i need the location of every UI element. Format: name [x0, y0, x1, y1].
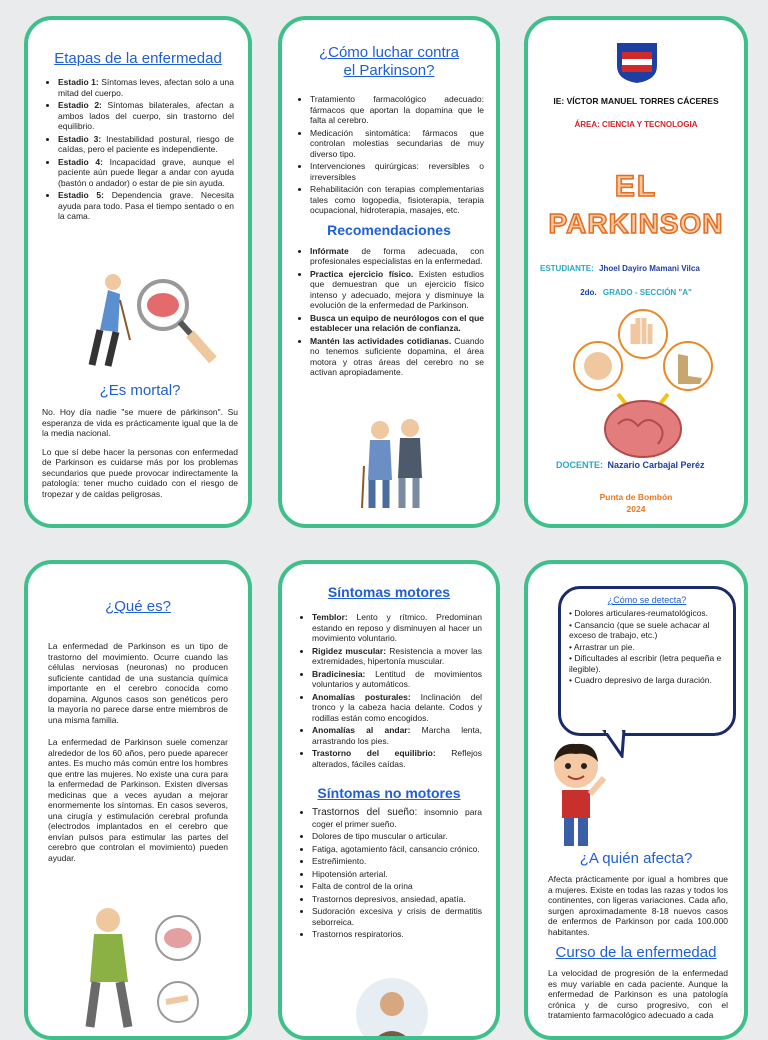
panel-como-luchar [278, 16, 500, 528]
stage-item-label: Estadio 2: [58, 100, 102, 110]
recomendacion-item [310, 313, 484, 334]
school-crest-icon [614, 40, 660, 84]
nonmotor-item: • Hipotensión arterial. [312, 869, 482, 880]
motor-symptom-item-label: Anomalías posturales: [312, 691, 411, 702]
detect-item: • Cuadro depresivo de larga duración. [569, 675, 712, 685]
sintomas-no-motores-list [296, 807, 482, 940]
elderly-couple-illustration [356, 416, 436, 512]
recomendaciones-list [294, 246, 484, 378]
sintomas-motores-title: Síntomas motores [327, 584, 451, 600]
teacher-name: Nazario Carbajal Peréz [607, 460, 705, 470]
course-text: La velocidad de progresión de la enfermedad es muy variable en cada paciente. Aunque la enfermedad de Parkinson es una patología crónica y de curso progresivo, con el tratamiento farmacológico adecuado a cada [548, 968, 728, 1020]
stage-item-text: Dependencia grave. Necesita ayuda para todo. Pasa el tiempo sentado o en la cama. [58, 190, 234, 221]
detect-list [569, 608, 725, 686]
course-title: Curso de la enfermedad [555, 944, 717, 961]
detect-item: • Arrastrar un pie. [569, 641, 635, 652]
motor-symptom-item-text: Lento y rítmico. Predominan estando en reposo y disminuyen al hacer un movimiento voluntario. [312, 612, 482, 643]
panel-que-es [24, 560, 252, 1040]
que-es-paragraph-1: La enfermedad de Parkinson es un tipo de trastorno del movimiento. Ocurre cuando las células nerviosas (neuronas) no producen suficiente cantidad de una sustancia química importante en el cerebro conocida como dopamina. Algunos casos son genéticos pero la mayoría no parece darse entre miembros de una misma familia. [48, 641, 228, 725]
brain-shape [605, 401, 681, 457]
etapas-title: Etapas de la enfermedad [54, 50, 222, 67]
motor-symptom-item [312, 725, 482, 746]
detect-item: • Dificultades al escribir (letra pequeña e ilegible). [569, 653, 722, 674]
motor-symptom-item [312, 612, 482, 644]
stage-item-text: Inestabilidad postural, riesgo de caídas, pero el paciente es independiente. [58, 133, 234, 154]
face-circle [574, 342, 622, 390]
stage-item [58, 100, 234, 132]
mortal-title: ¿Es mortal? [99, 382, 181, 399]
area-name: ÁREA: CIENCIA Y TECNOLOGIA [574, 120, 698, 129]
luchar-title: ¿Cómo luchar contra el Parkinson? [318, 44, 460, 79]
panel-portada [524, 16, 748, 528]
old-man-brain-illustration [78, 270, 218, 380]
sintomas-no-motores-title: Síntomas no motores [317, 785, 461, 801]
recomendacion-item-label: Busca un equipo de neurólogos con el que establecer una relación de confianza. [310, 312, 484, 333]
recomendacion-item [310, 269, 484, 311]
luchar-item: • Medicación sintomática: fármacos que controlan molestias secundarias de muy diverso tipo. [310, 128, 484, 160]
recomendacion-item-text: Existen estudios que demuestran que un ejercicio físico intenso y adecuado, mejora y disminuye la evolución de la enfermedad de Parkinson. [310, 268, 484, 310]
stage-item [58, 157, 234, 189]
nonmotor-item: • Dolores de tipo muscular o articular. [312, 831, 482, 842]
stages-list [42, 77, 234, 222]
place: Punta de Bombón [599, 492, 673, 502]
motor-symptom-item-label: Rigidez muscular: [312, 645, 387, 656]
stage-item-label: Estadio 1: [58, 77, 99, 87]
sintomas-motores-list [296, 612, 482, 769]
recomendacion-item-label: Practica ejercicio físico. [310, 268, 414, 279]
student-label: ESTUDIANTE: [540, 264, 594, 273]
recomendacion-item [310, 246, 484, 267]
motor-symptom-item-label: Anomalías al andar: [312, 725, 411, 735]
old-man-portrait-illustration [352, 974, 432, 1040]
nonmotor-item [312, 807, 482, 829]
que-es-title: ¿Qué es? [105, 598, 171, 615]
motor-symptom-item-text: Marcha lenta, arrastrando los pies. [312, 725, 482, 746]
nonmotor-item: • Trastornos respiratorios. [312, 929, 482, 940]
detect-speech-bubble [558, 586, 736, 736]
mortal-paragraph-2: Lo que sí debe hacer la personas con enfermedad de Parkinson es cuidarse más por los problemas secundarios que puede provocar indirectamente la patología: tener mucho cuidado con el riesgo de tropezar y de caídas peligrosas. [42, 446, 238, 499]
stage-item-text: Síntomas bilaterales, afectan a ambos lados del cuerpo, sin trastorno del equilibrio. [58, 100, 234, 131]
motor-symptom-item [312, 669, 482, 690]
luchar-item: • Rehabilitación con terapias complementarias tales como logopedia, fisioterapia, terapia ocupacional, hidroterapia, masajes, etc. [310, 184, 484, 216]
stage-item-label: Estadio 4: [58, 156, 103, 167]
recomendacion-item-text: Cuando no tenemos suficiente dopamina, el área motora y otras áreas del cerebro no se activan apropiadamente. [310, 335, 484, 377]
school-name: IE: VÍCTOR MANUEL TORRES CÁCERES [553, 96, 719, 106]
teacher-line [556, 460, 705, 470]
affect-title: ¿A quién afecta? [579, 850, 693, 867]
stage-item [58, 134, 234, 155]
recomendacion-item-label: Infórmate [310, 245, 349, 256]
recomendacion-item [310, 336, 484, 378]
old-man-figure [92, 274, 130, 366]
stage-item [58, 77, 234, 98]
old-man-tremor-illustration [68, 902, 216, 1032]
cover-title-el: EL [614, 170, 658, 203]
stage-item-text: Síntomas leves, afectan solo a una mitad del cuerpo. [58, 77, 235, 98]
stage-item [58, 190, 234, 222]
motor-symptom-item [312, 646, 482, 667]
motor-symptom-item [312, 748, 482, 769]
que-es-paragraph-2: La enfermedad de Parkinson suele comenzar alrededor de los 60 años, pero puede aparecer antes. Es mucho más común entre los hombres que entre las mujeres. No existe una cura para la enfermedad de Parkinson. Existen diversas medicinas que a veces ayudan a mejorar enormemente los síntomas. En casos severos, una cirugía y estimulación cerebral profunda (electrodos implantados en el cerebro que envían pulsos para estimular las partes del cerebro que controlan el movimiento) pueden ayudar. [48, 737, 228, 863]
section: GRADO - SECCIÓN "A" [602, 288, 692, 297]
mortal-paragraph-1: No. Hoy día nadie "se muere de párkinson". Su esperanza de vida es prácticamente igual que la de la media nacional. [42, 407, 238, 438]
nonmotor-item: • Falta de control de la orina [312, 881, 482, 892]
nonmotor-item: • Sudoración excesiva y crisis de dermatitis seborreica. [312, 906, 482, 927]
panel-deteccion [524, 560, 748, 1040]
detect-item: • Dolores articulares-reumatológicos. [569, 608, 709, 618]
student-name: Jhoel Dayiro Mamani Vilca [599, 264, 700, 273]
magnifier-brain [139, 281, 213, 360]
nonmotor-item: • Estreñimiento. [312, 856, 482, 867]
student-line [540, 264, 700, 273]
nonmotor-item: • Fatiga, agotamiento fácil, cansancio crónico. [312, 844, 482, 855]
motor-symptom-item-text: Lentitud de movimientos voluntarios y automáticos. [312, 668, 482, 689]
motor-symptom-item-label: Temblor: [312, 612, 348, 622]
motor-symptom-item [312, 692, 482, 724]
hand-circle [619, 310, 667, 358]
year: 2024 [626, 504, 646, 514]
recomendacion-item-label: Mantén las actividades cotidianas. [310, 335, 452, 346]
detect-title: ¿Cómo se detecta? [607, 595, 687, 605]
grade-line [528, 288, 744, 297]
cover-title-parkinson: PARKINSON [548, 208, 724, 239]
motor-symptom-item-text: Inclinación del tronco y la cabeza hacia delante. Codos y rodillas están como encogidos. [312, 691, 482, 723]
recomendaciones-title: Recomendaciones [327, 221, 451, 238]
teacher-label: DOCENTE: [556, 460, 603, 470]
panel-etapas [24, 16, 252, 528]
motor-symptom-item-text: Resistencia a mover las extremidades, hipertonía muscular. [312, 645, 482, 666]
nonmotor-item: • Trastornos depresivos, ansiedad, apatía. [312, 894, 482, 905]
nonmotor-first-text: insomnio para coger el primer sueño. [312, 807, 482, 829]
recomendacion-item-text: de forma adecuada, con profesionales especialistas en la enfermedad. [310, 245, 484, 266]
luchar-item: • Intervenciones quirúrgicas: reversibles o irreversibles [310, 161, 484, 182]
stage-item-text: Incapacidad grave, aunque el paciente aún puede llegar a andar con ayuda (bastón o andador) o estar de pie sin ayuda. [58, 156, 234, 188]
foot-circle [664, 342, 712, 390]
motor-symptom-item-label: Bradicinesia: [312, 668, 366, 679]
motor-symptom-item-label: Trastorno del equilibrio: [312, 748, 436, 758]
motor-symptom-item-text: Reflejos alterados, fáciles caídas. [312, 748, 482, 769]
stage-item-label: Estadio 5: [58, 190, 104, 200]
stage-item-label: Estadio 3: [58, 133, 102, 144]
affect-text: Afecta prácticamente por igual a hombres que a mujeres. Existe en todas las razas y todos los continentes, con ligeras variaciones. Cada año, surgen aproximadamente 8-18 nuevos casos de enfermos de Parkinson por cada 100.000 habitantes. [548, 874, 728, 937]
panel-sintomas [278, 560, 500, 1040]
grade: 2do. [580, 288, 597, 297]
detect-item: • Cansancio (que se suele achacar al exceso de trabajo, etc.) [569, 619, 710, 640]
parkinson-symptoms-illustration [568, 304, 718, 464]
luchar-item: • Tratamiento farmacológico adecuado: fármacos que aportan la dopamina que le falta al cerebro. [310, 94, 484, 126]
boy-cartoon-illustration [546, 742, 610, 852]
nonmotor-first-label: Trastornos del sueño: [312, 807, 418, 818]
luchar-list [294, 94, 484, 216]
